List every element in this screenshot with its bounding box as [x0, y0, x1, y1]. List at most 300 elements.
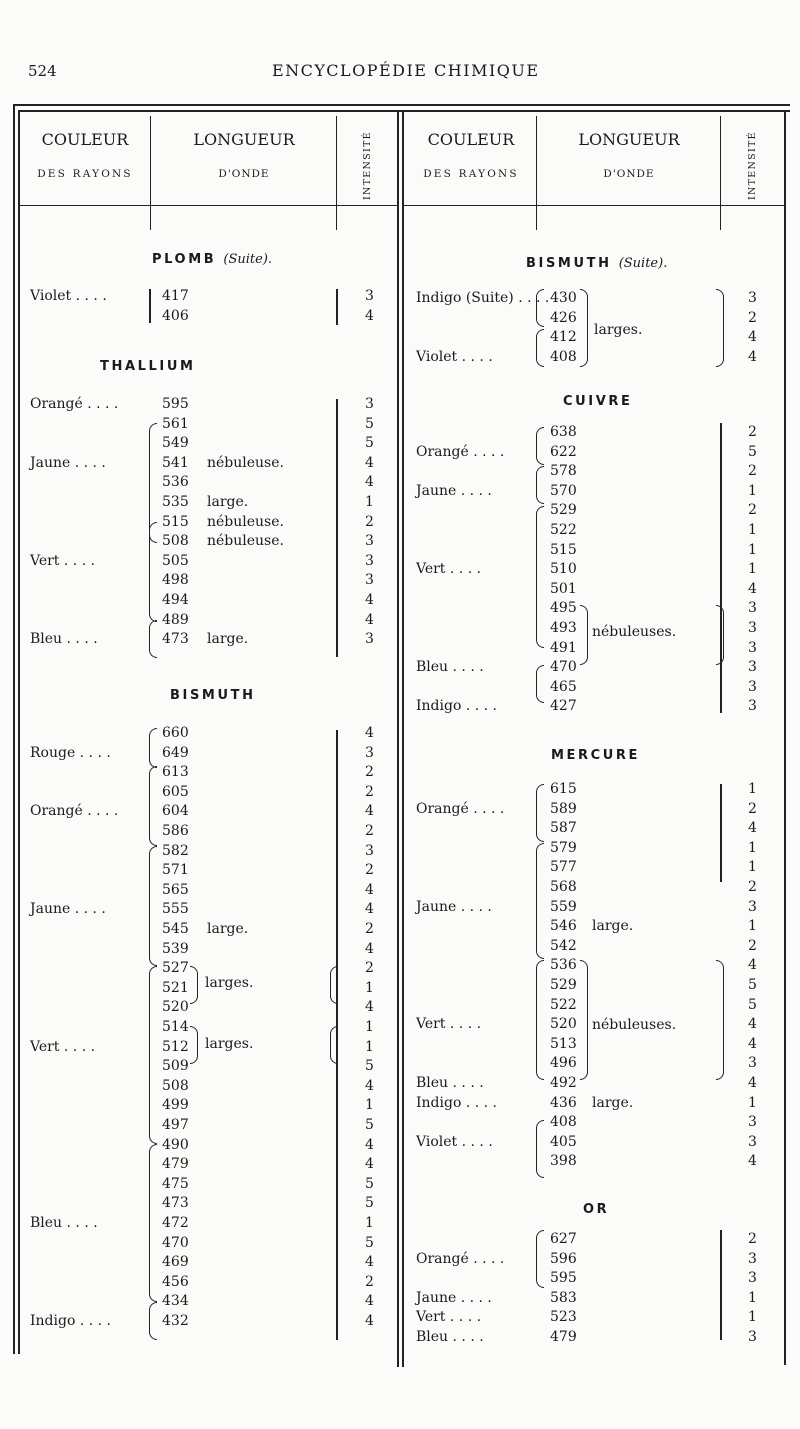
- color-label: [416, 898, 492, 918]
- left-rule-inner: [18, 110, 20, 1354]
- wavelength: 489: [162, 611, 189, 628]
- color-name: Jaune: [30, 901, 71, 918]
- brace: [536, 427, 544, 465]
- wavelength: 561: [162, 415, 189, 432]
- section-name: BISMUTH: [526, 256, 612, 271]
- color-label: [416, 1250, 504, 1270]
- leader-dots: . . . .: [457, 1133, 493, 1150]
- wavelength: 571: [162, 862, 189, 879]
- wavelength: 508: [162, 1077, 189, 1094]
- wavelength: 660: [162, 725, 189, 741]
- wavelength: 494: [162, 592, 189, 608]
- leader-dots: . . . .: [70, 901, 106, 918]
- intensity: 4: [365, 474, 374, 491]
- brace: [536, 506, 544, 648]
- row-note: large.: [207, 921, 249, 937]
- leader-dots: . . . .: [445, 1309, 482, 1326]
- brace: [536, 466, 544, 504]
- wavelength: 472: [162, 1215, 189, 1231]
- brace: [190, 966, 198, 1004]
- header-intensity: INTENSITÉ: [747, 131, 758, 200]
- intensity: 2: [365, 862, 374, 879]
- wavelength: 586: [162, 823, 189, 839]
- section-title: [170, 688, 256, 703]
- wavelength: 479: [162, 1156, 189, 1173]
- brace: [536, 1230, 544, 1288]
- brace: [536, 1120, 544, 1178]
- right-rule: [784, 110, 786, 1365]
- leader-dots: . . . .: [448, 1329, 484, 1345]
- leader-dots: . . . .: [59, 1038, 96, 1055]
- leader-dots: . . . .: [448, 659, 484, 676]
- color-label: [30, 744, 111, 764]
- color-name: Bleu: [416, 1075, 449, 1091]
- intensity: 3: [365, 396, 374, 412]
- row-note: large.: [592, 1094, 634, 1111]
- leader-dots: . . . .: [456, 1289, 492, 1306]
- leader-dots: . . . .: [468, 443, 505, 460]
- intensity: 3: [748, 1055, 757, 1072]
- section-name: OR: [583, 1202, 610, 1217]
- intensity: 1: [365, 1038, 374, 1055]
- wavelength: 405: [550, 1133, 577, 1150]
- wavelength: 542: [550, 937, 577, 954]
- color-label: [30, 1038, 95, 1058]
- intensity: 4: [365, 611, 374, 628]
- brace: [149, 846, 157, 966]
- header-wavelength: LONGUEUR: [193, 130, 295, 149]
- wavelength: 473: [162, 1195, 189, 1212]
- wavelength: 622: [550, 443, 577, 460]
- color-name: Orangé: [30, 803, 83, 820]
- intensity: 1: [748, 1309, 757, 1326]
- section-suffix: (Suite).: [618, 256, 668, 271]
- wavelength: 545: [162, 921, 189, 937]
- intensity: 4: [748, 1075, 757, 1091]
- intensity: 1: [748, 561, 757, 578]
- brace: [536, 329, 544, 367]
- color-name: Jaune: [30, 454, 71, 471]
- color-name: Vert: [416, 1309, 446, 1326]
- intensity: 4: [365, 1254, 374, 1271]
- section-title: [551, 748, 640, 763]
- section-title: [583, 1202, 609, 1217]
- wavelength: 578: [550, 463, 577, 480]
- row-note: nébuleuse.: [207, 533, 284, 550]
- intensity: 5: [365, 1175, 374, 1192]
- wavelength: 596: [550, 1250, 577, 1267]
- leader-dots: . . . .: [468, 800, 505, 817]
- wavelength: 495: [550, 600, 577, 617]
- wavelength: 541: [162, 454, 189, 471]
- wavelength: 595: [550, 1270, 577, 1287]
- brace-bar: [336, 289, 338, 325]
- leader-dots: . . . .: [456, 482, 492, 499]
- brace-bar: [720, 1230, 722, 1340]
- wavelength: 432: [162, 1313, 189, 1329]
- intensity: 4: [365, 999, 374, 1016]
- wavelength: 521: [162, 979, 189, 996]
- header-divider-l1: [150, 116, 151, 230]
- wavelength: 546: [550, 918, 577, 935]
- wavelength: 470: [550, 659, 577, 676]
- intensity: 5: [365, 1117, 374, 1133]
- intensity: 4: [365, 901, 374, 918]
- brace-bar: [149, 289, 151, 323]
- intensity: 5: [748, 996, 757, 1013]
- color-name: Violet: [416, 1133, 458, 1150]
- color-name: Violet: [416, 348, 458, 365]
- wavelength: 529: [550, 502, 577, 519]
- intensity: 2: [365, 921, 374, 937]
- intensity: 3: [748, 698, 757, 715]
- brace: [536, 784, 544, 842]
- intensity: 4: [748, 329, 757, 346]
- leader-dots: . . . .: [513, 290, 550, 306]
- running-head: ENCYCLOPÉDIE CHIMIQUE: [272, 61, 540, 80]
- color-label: [416, 1133, 493, 1153]
- color-name: Bleu: [416, 1329, 449, 1345]
- wavelength: 520: [162, 999, 189, 1016]
- wavelength: 515: [162, 513, 189, 530]
- header-divider-r1: [536, 116, 537, 230]
- intensity: 2: [365, 960, 374, 977]
- intensity: 4: [748, 1153, 757, 1170]
- intensity: 4: [365, 454, 374, 471]
- wavelength: 515: [550, 541, 577, 558]
- color-label: [30, 630, 98, 650]
- brace: [149, 1302, 157, 1340]
- intensity: 2: [748, 937, 757, 954]
- intensity: 1: [365, 494, 374, 510]
- wavelength: 522: [550, 996, 577, 1013]
- wavelength: 479: [550, 1329, 577, 1345]
- intensity: 3: [365, 572, 374, 589]
- intensity: 3: [748, 1250, 757, 1267]
- wavelength: 627: [550, 1231, 577, 1247]
- intensity: 4: [365, 940, 374, 957]
- intensity: 1: [365, 979, 374, 996]
- intensity: 3: [748, 1114, 757, 1131]
- brace: [149, 966, 157, 1144]
- brace: [330, 1026, 338, 1064]
- color-name: Vert: [416, 1016, 446, 1033]
- brace: [580, 289, 588, 367]
- leader-dots: . . . .: [82, 803, 119, 820]
- color-label: [30, 1312, 111, 1332]
- wavelength: 587: [550, 820, 577, 837]
- intensity: 5: [365, 435, 374, 452]
- header-bottom-rule-right: [404, 205, 784, 206]
- wavelength: 475: [162, 1175, 189, 1192]
- leader-dots: . . . .: [445, 1016, 482, 1033]
- wavelength: 539: [162, 940, 189, 957]
- leader-dots: . . . .: [448, 1075, 484, 1091]
- color-name: Jaune: [416, 898, 457, 915]
- wavelength: 577: [550, 859, 577, 876]
- color-label: [30, 1214, 98, 1234]
- row-note: nébuleuse.: [207, 454, 284, 471]
- intensity: 4: [365, 1156, 374, 1173]
- leader-dots: . . . .: [82, 396, 119, 412]
- brace: [149, 728, 157, 768]
- wavelength: 522: [550, 522, 577, 538]
- leader-dots: . . . .: [461, 1094, 497, 1111]
- intensity: 1: [365, 1019, 374, 1035]
- intensity: 4: [748, 820, 757, 837]
- intensity: 4: [365, 725, 374, 741]
- header-intensity: INTENSITÉ: [362, 131, 373, 200]
- wavelength: 583: [550, 1289, 577, 1306]
- wavelength: 490: [162, 1136, 189, 1153]
- section-title: [152, 252, 272, 267]
- header-bottom-rule-left: [20, 205, 397, 206]
- intensity: 3: [748, 1270, 757, 1287]
- wavelength: 570: [550, 482, 577, 499]
- leader-dots: . . . .: [468, 1250, 505, 1267]
- color-label: [416, 560, 481, 580]
- wavelength: 496: [550, 1055, 577, 1072]
- page-number: 524: [28, 62, 57, 80]
- wavelength: 412: [550, 329, 577, 346]
- header-color: COULEUR: [427, 130, 515, 149]
- wavelength: 549: [162, 435, 189, 452]
- color-name: Orangé: [416, 443, 469, 460]
- intensity: 5: [365, 1234, 374, 1251]
- brace-bar: [720, 423, 722, 713]
- wavelength: 436: [550, 1094, 577, 1111]
- brace: [149, 620, 157, 658]
- wavelength: 638: [550, 424, 577, 440]
- wavelength: 582: [162, 842, 189, 859]
- wavelength: 493: [550, 620, 577, 636]
- intensity: 4: [748, 957, 757, 974]
- intensity: 2: [365, 823, 374, 839]
- intensity: 3: [365, 533, 374, 550]
- left-rule-outer: [13, 104, 15, 1354]
- wavelength: 426: [550, 309, 577, 326]
- leader-dots: . . . .: [70, 454, 106, 471]
- intensity: 5: [748, 977, 757, 993]
- wavelength: 523: [550, 1309, 577, 1326]
- color-label: [416, 1308, 481, 1328]
- intensity: 1: [748, 839, 757, 856]
- brace-bar: [336, 399, 338, 657]
- wavelength: 535: [162, 494, 189, 510]
- leader-dots: . . . .: [461, 698, 497, 715]
- intensity: 3: [748, 620, 757, 636]
- intensity: 2: [748, 800, 757, 817]
- wavelength: 513: [550, 1035, 577, 1052]
- row-note: large.: [207, 494, 249, 510]
- row-note: large.: [592, 918, 634, 935]
- color-label: [416, 658, 484, 678]
- header-divider-l2: [336, 116, 337, 230]
- intensity: 4: [748, 580, 757, 597]
- intensity: 4: [365, 1077, 374, 1094]
- brace: [330, 966, 338, 1004]
- header-wavelength: LONGUEUR: [578, 130, 680, 149]
- wavelength: 465: [550, 678, 577, 695]
- wavelength: 430: [550, 290, 577, 306]
- top-rule-outer: [13, 104, 790, 106]
- intensity: 3: [365, 631, 374, 648]
- row-note: large.: [207, 631, 249, 648]
- brace: [580, 605, 588, 665]
- color-label: [416, 1094, 497, 1114]
- color-name: Violet: [30, 288, 72, 304]
- wavelength: 408: [550, 348, 577, 365]
- wavelength: 398: [550, 1153, 577, 1170]
- leader-dots: . . . .: [456, 898, 492, 915]
- intensity: 1: [748, 522, 757, 538]
- brace-note: larges.: [594, 322, 643, 338]
- intensity: 2: [748, 502, 757, 519]
- leader-dots: . . . .: [71, 288, 107, 304]
- wavelength: 508: [162, 533, 189, 550]
- intensity: 2: [748, 424, 757, 440]
- intensity: 3: [365, 744, 374, 761]
- color-name: Rouge: [30, 744, 76, 761]
- color-label: [416, 289, 549, 309]
- wavelength: 505: [162, 552, 189, 569]
- intensity: 1: [748, 859, 757, 876]
- intensity: 1: [365, 1215, 374, 1231]
- intensity: 2: [748, 463, 757, 480]
- wavelength: 512: [162, 1038, 189, 1055]
- intensity: 3: [748, 600, 757, 617]
- wavelength: 579: [550, 839, 577, 856]
- color-name: Bleu: [30, 1215, 63, 1231]
- intensity: 4: [365, 1293, 374, 1310]
- wavelength: 559: [550, 898, 577, 915]
- header-divider-r2: [720, 116, 721, 230]
- wavelength: 501: [550, 580, 577, 597]
- wavelength: 604: [162, 803, 189, 820]
- wavelength: 408: [550, 1114, 577, 1131]
- color-label: [30, 802, 118, 822]
- wavelength: 491: [550, 639, 577, 656]
- intensity: 1: [748, 781, 757, 797]
- intensity: 1: [748, 482, 757, 499]
- wavelength: 434: [162, 1293, 189, 1310]
- intensity: 2: [365, 783, 374, 800]
- color-name: Bleu: [416, 659, 449, 676]
- brace: [716, 289, 724, 367]
- color-label: [30, 552, 95, 572]
- color-label: [30, 395, 118, 415]
- intensity: 2: [748, 1231, 757, 1247]
- color-name: Indigo (Suite): [416, 290, 514, 306]
- brace: [716, 960, 724, 1080]
- brace: [149, 522, 157, 622]
- color-label: [416, 482, 492, 502]
- brace-note: nébuleuses.: [592, 1017, 677, 1033]
- intensity: 3: [365, 552, 374, 569]
- intensity: 3: [748, 659, 757, 676]
- brace: [536, 289, 544, 327]
- intensity: 3: [365, 288, 374, 304]
- brace-bar: [720, 784, 722, 882]
- color-name: Indigo: [416, 698, 462, 715]
- color-label: [416, 1074, 484, 1094]
- leader-dots: . . . .: [457, 348, 493, 365]
- brace-note: larges.: [205, 975, 254, 991]
- intensity: 3: [748, 1329, 757, 1345]
- color-name: Indigo: [416, 1094, 462, 1111]
- intensity: 5: [365, 1195, 374, 1212]
- center-rule-b: [402, 110, 404, 1367]
- intensity: 2: [748, 309, 757, 326]
- wavelength: 568: [550, 879, 577, 895]
- header-wavelength-sub: D'ONDE: [603, 168, 655, 180]
- intensity: 1: [748, 918, 757, 935]
- leader-dots: . . . .: [62, 631, 98, 648]
- leader-dots: . . . .: [59, 552, 96, 569]
- row-note: nébuleuse.: [207, 513, 284, 530]
- header-color-sub: DES RAYONS: [37, 168, 133, 180]
- intensity: 2: [365, 764, 374, 781]
- color-label: [416, 1015, 481, 1035]
- intensity: 4: [365, 803, 374, 820]
- intensity: 1: [748, 1094, 757, 1111]
- color-name: Jaune: [416, 482, 457, 499]
- intensity: 3: [748, 290, 757, 306]
- intensity: 2: [365, 1273, 374, 1290]
- leader-dots: . . . .: [445, 561, 482, 578]
- section-title: [100, 359, 196, 374]
- intensity: 1: [365, 1097, 374, 1114]
- intensity: 1: [748, 541, 757, 558]
- intensity: 4: [748, 1016, 757, 1033]
- wavelength: 514: [162, 1019, 189, 1035]
- brace: [149, 766, 157, 846]
- section-name: THALLIUM: [100, 359, 196, 374]
- wavelength: 406: [162, 307, 189, 324]
- wavelength: 589: [550, 800, 577, 817]
- color-label: [30, 287, 107, 307]
- wavelength: 492: [550, 1075, 577, 1091]
- color-name: Orangé: [416, 1250, 469, 1267]
- color-label: [30, 900, 106, 920]
- wavelength: 427: [550, 698, 577, 715]
- intensity: 3: [748, 898, 757, 915]
- brace: [580, 960, 588, 1080]
- brace: [536, 665, 544, 703]
- wavelength: 417: [162, 288, 189, 304]
- header-wavelength-sub: D'ONDE: [218, 168, 270, 180]
- color-label: [416, 348, 493, 368]
- wavelength: 613: [162, 764, 189, 781]
- intensity: 1: [748, 1289, 757, 1306]
- intensity: 4: [365, 1313, 374, 1329]
- wavelength: 509: [162, 1058, 189, 1075]
- brace-note: nébuleuses.: [592, 624, 677, 640]
- section-name: CUIVRE: [563, 394, 633, 409]
- section-name: PLOMB: [152, 252, 217, 267]
- color-label: [416, 1289, 492, 1309]
- wavelength: 456: [162, 1273, 189, 1290]
- header-color-sub: DES RAYONS: [423, 168, 519, 180]
- leader-dots: . . . .: [75, 744, 111, 761]
- section-title: [563, 394, 633, 409]
- center-rule-a: [397, 110, 399, 1367]
- color-label: [30, 454, 106, 474]
- brace: [536, 843, 544, 959]
- intensity: 5: [748, 443, 757, 460]
- brace: [149, 1144, 157, 1302]
- color-name: Jaune: [416, 1289, 457, 1306]
